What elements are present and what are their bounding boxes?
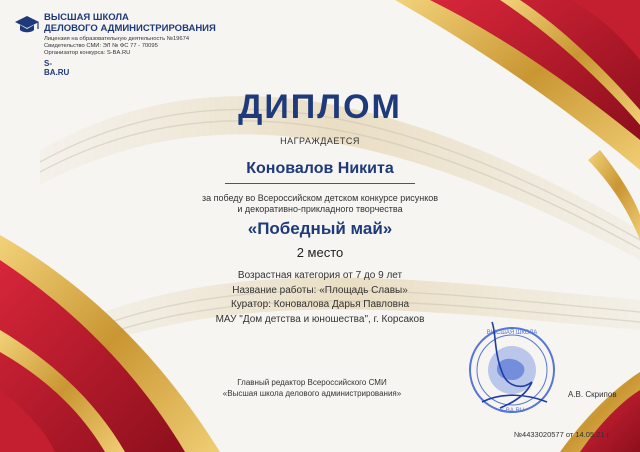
signer-position-line2: «Высшая школа делового администрирования» [222, 389, 402, 398]
curator: Куратор: Коновалова Дарья Павловна [230, 299, 410, 310]
recipient-underline [225, 183, 415, 184]
registration-text: Свидетельство СМИ: ЭЛ № ФС 77 - 70095 [44, 43, 158, 50]
awarded-label: НАГРАЖДАЕТСЯ [280, 136, 360, 146]
institution: МАУ "Дом детства и юношества", г. Корсаков [215, 313, 425, 325]
place-text: 2 место [296, 245, 344, 260]
organization-name-line1: ВЫСШАЯ ШКОЛА [44, 12, 129, 23]
work-title: Название работы: «Площадь Славы» [232, 284, 408, 296]
organization-name-line2: ДЕЛОВОГО АДМИНИСТРИРОВАНИЯ [44, 23, 216, 34]
organizer-text: Организатор конкурса: S-BA.RU [44, 50, 131, 57]
organization-site: S-BA.RU [44, 59, 70, 77]
document-number: №4433020577 от 14.05.21 г. [514, 430, 611, 439]
svg-text:ВЫСШАЯ ШКОЛА: ВЫСШАЯ ШКОЛА [486, 330, 538, 336]
svg-text:S-BA.RU: S-BA.RU [499, 408, 525, 414]
graduation-cap-icon [14, 14, 40, 34]
official-stamp [452, 312, 582, 422]
diploma-title: ДИПЛОМ [238, 88, 402, 126]
award-reason-line2: и декоративно-прикладного творчества [237, 204, 403, 214]
recipient-name: Коновалов Никита [246, 160, 394, 177]
organization-name [44, 12, 264, 34]
signer-position-line1: Главный редактор Всероссийского СМИ [237, 378, 387, 387]
license-text: Лицензия на образовательную деятельность №19674 [44, 36, 190, 42]
work-details [180, 269, 460, 327]
organization-meta [44, 36, 264, 58]
signer-position [192, 377, 432, 399]
award-reason-line1: за победу во Всероссийском детском конкурсе рисунков [201, 193, 439, 203]
contest-name: «Победный май» [247, 219, 393, 238]
age-category: Возрастная категория от 7 до 9 лет [237, 270, 403, 281]
award-reason [180, 193, 460, 215]
signer-name: А.В. Скрипов [568, 390, 617, 399]
